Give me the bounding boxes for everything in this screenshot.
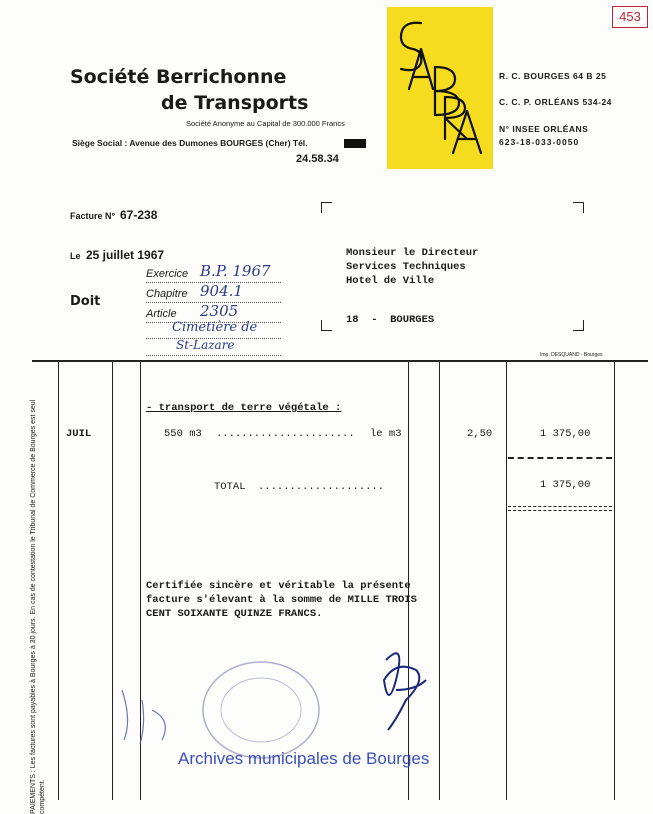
total-dots: .................... — [258, 481, 385, 493]
recipient-line1: Monsieur le Directeur — [346, 247, 479, 259]
recipient-line2: Services Techniques — [346, 261, 466, 273]
subtotal-rule — [508, 457, 612, 459]
payment-terms-note: PAIEMENTS : Les factures sont payables à Bourges à 30 jours. En cas de contestation le Tribunal de Commerce de Bourges est seul compétent. — [30, 399, 46, 814]
article-value: 2305 — [200, 302, 239, 320]
address-window-corner-bl — [321, 320, 332, 331]
redaction-block — [344, 139, 366, 148]
invoice-date-prefix: Le — [70, 251, 81, 261]
sabra-logo-icon — [387, 7, 493, 169]
certification-line1: Certifiée sincère et véritable la présente — [146, 580, 411, 592]
table-col-rule-6 — [506, 361, 507, 800]
company-phone: 24.58.34 — [296, 153, 339, 165]
company-insee-number: 623-18-033-0050 — [499, 137, 580, 147]
exercice-value: B.P. 1967 — [200, 262, 271, 280]
item-title: - transport de terre végétale : — [146, 402, 342, 414]
certification-line2: facture s'élevant à la somme de MILLE TROIS — [146, 594, 417, 606]
exercice-label: Exercice — [146, 268, 189, 280]
total-rule-2 — [508, 510, 612, 511]
company-ccp: C. C. P. ORLÉANS 534-24 — [499, 97, 612, 107]
row-quantity: 550 m3 — [164, 428, 202, 440]
extra-value-line2: St-Lazare — [176, 338, 235, 352]
recipient-line4: 18 - BOURGES — [346, 314, 435, 326]
total-rule-1 — [508, 506, 612, 507]
table-col-rule-7 — [614, 361, 615, 800]
row-unit-price: 2,50 — [467, 428, 493, 440]
chapitre-label: Chapitre — [146, 288, 188, 300]
table-top-rule — [32, 360, 648, 362]
row-month: JUIL — [66, 428, 92, 440]
total-label: TOTAL — [214, 481, 246, 493]
chapitre-value: 904.1 — [200, 282, 243, 300]
archive-reference: 453 — [612, 6, 648, 28]
extra-dotline-2 — [146, 355, 281, 356]
invoice-number-value: 67-238 — [120, 208, 158, 222]
director-signature — [366, 640, 446, 740]
certification-line3: CENT SOIXANTE QUINZE FRANCS. — [146, 608, 323, 620]
address-window-corner-br — [573, 320, 584, 331]
address-window-corner-tr — [573, 202, 584, 213]
row-amount: 1 375,00 — [540, 428, 591, 440]
invoice-number-label: Facture N° — [70, 211, 116, 221]
extra-value-line1: Cimetière de — [172, 320, 258, 335]
total-amount: 1 375,00 — [540, 479, 591, 491]
company-rc: R. C. BOURGES 64 B 25 — [499, 71, 607, 81]
table-col-rule-1 — [58, 361, 59, 800]
printer-imprint: Imp. DESQUAND - Bourges — [540, 352, 603, 358]
invoice-date-value: 25 juillet 1967 — [86, 248, 165, 262]
doit-label: Doit — [70, 294, 101, 309]
initials-signature — [112, 680, 182, 750]
company-name-line2: de Transports — [161, 92, 309, 114]
company-insee-label: N° INSEE ORLÉANS — [499, 124, 589, 134]
row-unit: le m3 — [370, 428, 402, 440]
company-legal: Société Anonyme au Capital de 300.000 Francs — [186, 119, 345, 128]
company-name-line1: Société Berrichonne — [70, 66, 287, 88]
company-seat: Siège Social : Avenue des Dumones BOURGES (Cher) Tél. — [72, 138, 308, 148]
article-label: Article — [146, 308, 177, 320]
company-logo — [387, 7, 493, 169]
recipient-line3: Hotel de Ville — [346, 275, 435, 287]
archive-watermark: Archives municipales de Bourges — [178, 749, 430, 768]
row-quantity-dots: ...................... — [216, 428, 355, 440]
address-window-corner-tl — [321, 202, 332, 213]
